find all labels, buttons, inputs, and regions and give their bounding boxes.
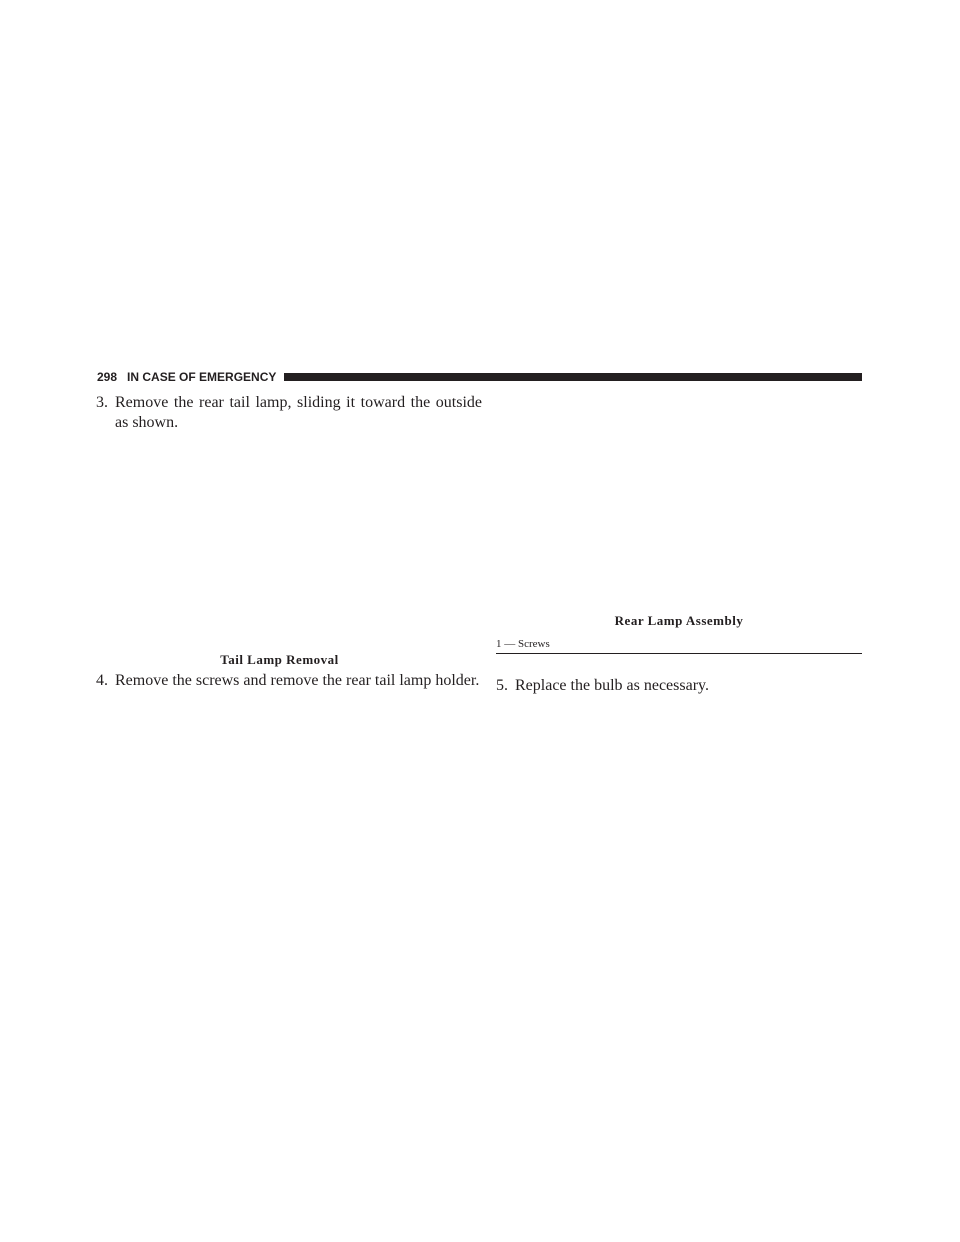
step-text: Remove the screws and remove the rear tail lamp holder. (115, 672, 480, 689)
step-number: 5. (496, 677, 508, 694)
step-number: 4. (96, 672, 108, 689)
rear-lamp-assembly-figure (496, 393, 862, 608)
rear-lamp-assembly-caption: Rear Lamp Assembly (614, 613, 744, 628)
step-3 (96, 393, 482, 433)
step-text: Replace the bulb as necessary. (515, 677, 709, 694)
section-title: IN CASE OF EMERGENCY (127, 370, 277, 384)
figure-legend: 1 — Screws (496, 638, 862, 654)
header-rule (284, 373, 862, 381)
page-number: 298 (97, 370, 118, 384)
step-number: 3. (96, 394, 108, 411)
page-header (97, 368, 862, 386)
step-4 (96, 671, 482, 691)
step-5 (496, 676, 881, 696)
step-text: Remove the rear tail lamp, sliding it toward the outside as shown. (115, 394, 482, 431)
tail-lamp-removal-caption: Tail Lamp Removal (220, 652, 339, 667)
tail-lamp-removal-figure (96, 438, 463, 643)
